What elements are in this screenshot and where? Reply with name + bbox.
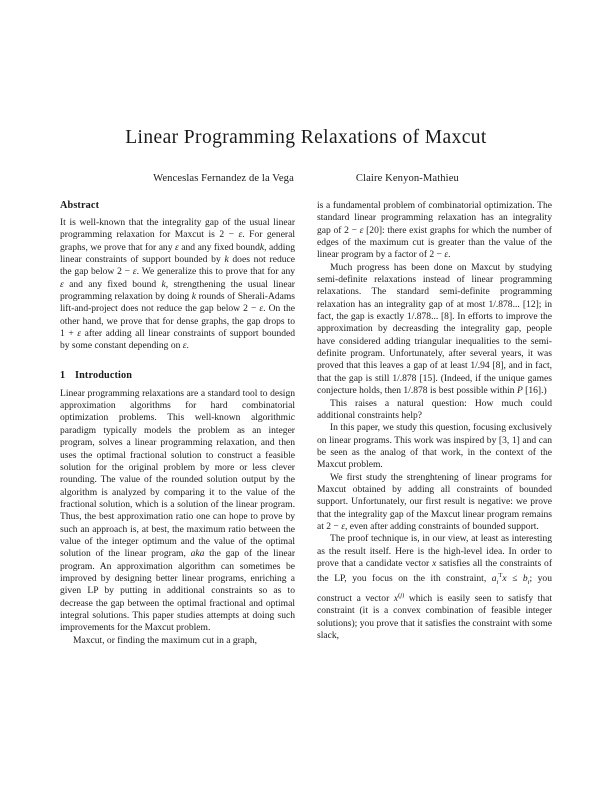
- section-title: Introduction: [75, 369, 133, 381]
- left-column: [60, 200, 295, 647]
- abstract-heading: Abstract: [60, 200, 100, 211]
- body-columns: [60, 200, 552, 647]
- intro-paragraph-1: Linear programming relaxations are a standard tool to design approximation algorithms for hard combinatorial optimization problems. This well-known algorithmic paradigm typically models the problem as an integer program, solves a linear programming relaxation, and then uses the optimal fractional solution to construct a feasible solution for the original problem by more or less clever rounding. The value of the rounded solution output by the algorithm is analyzed by comparing it to the value of the fractional solution, which is a solution of the linear program. Thus, the best approximation ratio one can hope to prove by such an approach is, at best, the maximum ratio between the value of the integer optimum and the value of the optimal solution of the linear program, aka the gap of the linear program. An approximation algorithm can sometimes be improved by designing better linear programs, enriching a given LP by putting in additional constraints so as to decrease the gap between the optimal fractional and optimal integral solutions. This paper studies attempts at doing such improvements for the Maxcut problem.: [60, 387, 295, 634]
- right-column: [317, 200, 552, 647]
- author-name: Claire Kenyon-Mathieu: [355, 173, 459, 185]
- intro-paragraph-2-start: Maxcut, or finding the maximum cut in a graph,: [73, 634, 258, 646]
- title-block: [0, 126, 612, 184]
- section-number: 1: [60, 369, 66, 381]
- intro-paragraph-7: The proof technique is, in our view, at least as interesting as the result itself. Here is the high-level idea. In order to prove that a candidate vector x satisfies all the constraints of the LP, you focus on the ith constraint, $a_i^Tx \le b_i$; you construct a vector $x^{(j)}$ which is easily seen to satisfy that constraint (it is a convex combination of feasible integer solutions); you prove that it satisfies the constraint with some slack,: [317, 533, 552, 641]
- page-title: Linear Programming Relaxations of Maxcut: [125, 127, 487, 148]
- abstract-body: It is well-known that the integrality gap of the usual linear programming relaxation for Maxcut is 2 − ε. For general graphs, we prove that for any ε and any fixed boundk, adding linear constraints of support bounded by k does not reduce the gap below 2 − ε. We generalize this to prove that for any ε and any fixed bound k, strengthening the usual linear programming relaxation by doing k rounds of Sherali-Adams lift-and-project does not reduce the gap below 2 − ε. On the other hand, we prove that for dense graphs, the gap drops to 1 + ε after adding all linear constraints of support bounded by some constant depending on ε.: [60, 217, 296, 352]
- author-name: Wenceslas Fernandez de la Vega: [153, 173, 294, 185]
- author-list: [0, 173, 612, 184]
- intro-paragraph-3: Much progress has been done on Maxcut by studying semi-definite relaxations instead of linear programming relaxations. The standard semi-definite programming relaxation has an integrality gap of at most 1/.878... [12]; in fact, the gap is exactly 1/.878... [8]. In efforts to improve the approximation by decreasding the integrality gap, people have considered adding triangular inequalities to the semi-definite program. Unfortunately, after several years, it was proved that this leaves a gap of at least 1/.94 [8], and in fact, that the gap is still 1/.878 [15]. (Indeed, if the unique games conjecture holds, then 1/.878 is best possible within P [16].): [317, 261, 552, 397]
- section-heading-introduction: [60, 370, 295, 381]
- intro-paragraph-6: We first study the strenghtening of linear programs for Maxcut obtained by adding all constraints of bounded support. Unfortunately, our first result is negative: we prove that the integrality gap of the Maxcut linear program remains at 2 − ε, even after adding constraints of bounded support.: [317, 471, 552, 532]
- intro-paragraph-5: In this paper, we study this question, focusing exclusively on linear programs. This work was inspired by [3, 1] and can be seen as the analog of that work, in the context of the Maxcut problem.: [317, 422, 552, 471]
- intro-paragraph-2-continued: is a fundamental problem of combinatorial optimization. The standard linear programming relaxation has an integrality gap of 2 − ε [20]: there exist graphs for which the number of edges of the maximum cut is greater than the value of the linear program by a factor of 2 − ε.: [317, 200, 552, 261]
- emphasis-aka: aka: [190, 548, 205, 560]
- intro-paragraph-4: This raises a natural question: How much could additional constraints help?: [317, 397, 552, 421]
